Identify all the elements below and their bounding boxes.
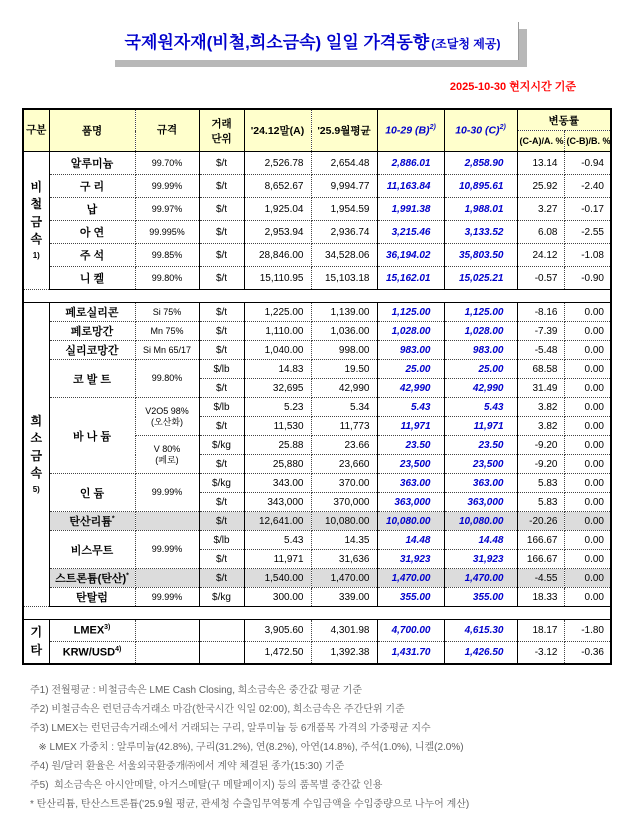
- table-cell: 99.80%: [135, 267, 199, 290]
- table-cell: 코 발 트: [49, 360, 135, 398]
- table-cell: 15,025.21: [444, 267, 517, 290]
- table-cell: 1,392.38: [311, 642, 377, 665]
- table-cell: 31,923: [377, 550, 444, 569]
- table-cell: 42,990: [311, 379, 377, 398]
- table-cell: 15,110.95: [244, 267, 311, 290]
- table-cell: 99.85%: [135, 244, 199, 267]
- table-cell: 983.00: [444, 341, 517, 360]
- table-cell: 23,500: [377, 455, 444, 474]
- table-row: [23, 588, 611, 607]
- header-row: [23, 109, 611, 131]
- table-cell: 363.00: [444, 474, 517, 493]
- table-cell: 2,526.78: [244, 152, 311, 175]
- table-cell: 355.00: [444, 588, 517, 607]
- table-cell: 4,615.30: [444, 620, 517, 642]
- table-cell: 998.00: [311, 341, 377, 360]
- table-cell: 25.00: [444, 360, 517, 379]
- table-cell: 31,923: [444, 550, 517, 569]
- table-cell: 0.00: [564, 493, 611, 512]
- table-cell: -0.36: [564, 642, 611, 665]
- table-row: [23, 152, 611, 175]
- table-cell: 99.97%: [135, 198, 199, 221]
- table-row: [23, 303, 611, 322]
- table-cell: 9,994.77: [311, 175, 377, 198]
- table-cell: 42,990: [444, 379, 517, 398]
- col-header-dec24: '24.12말(A): [244, 109, 311, 152]
- table-cell: 1,028.00: [444, 322, 517, 341]
- table-cell: 알루미늄: [49, 152, 135, 175]
- table-cell: 35,803.50: [444, 244, 517, 267]
- table-cell: 1,470.00: [444, 569, 517, 588]
- col-header-sep25avg: '25.9월평균: [311, 109, 377, 152]
- footnote-line: 주2) 비철금속은 런던금속거래소 마감(한국시간 익일 02:00), 희소금속은 주간단위 기준: [30, 704, 405, 715]
- table-cell: 0.00: [564, 341, 611, 360]
- table-cell: 24.12: [517, 244, 564, 267]
- table-cell: 5.43: [244, 531, 311, 550]
- table-row: [23, 512, 611, 531]
- table-cell: -8.16: [517, 303, 564, 322]
- table-cell: 0.00: [564, 550, 611, 569]
- table-cell: 11,971: [377, 417, 444, 436]
- table-cell: -0.94: [564, 152, 611, 175]
- table-cell: $/t: [199, 341, 244, 360]
- table-cell: 31,636: [311, 550, 377, 569]
- table-row: [23, 474, 611, 493]
- table-cell: 실리코망간: [49, 341, 135, 360]
- table-cell: 34,528.06: [311, 244, 377, 267]
- table-cell: 10,080.00: [444, 512, 517, 531]
- table-cell: 23,660: [311, 455, 377, 474]
- table-cell: 1,036.00: [311, 322, 377, 341]
- table-cell: 25,880: [244, 455, 311, 474]
- table-cell: -0.17: [564, 198, 611, 221]
- table-cell: 아 연: [49, 221, 135, 244]
- table-cell: 42,990: [377, 379, 444, 398]
- table-cell: -5.48: [517, 341, 564, 360]
- table-cell: $/kg: [199, 436, 244, 455]
- section-spacer: [23, 607, 611, 620]
- table-cell: 0.00: [564, 436, 611, 455]
- table-cell: 탄탈럼: [49, 588, 135, 607]
- table-cell: 3,215.46: [377, 221, 444, 244]
- table-cell: 1,988.01: [444, 198, 517, 221]
- table-cell: 68.58: [517, 360, 564, 379]
- table-cell: [135, 569, 199, 588]
- table-cell: 3,905.60: [244, 620, 311, 642]
- table-cell: 주 석: [49, 244, 135, 267]
- table-cell: 23.50: [444, 436, 517, 455]
- footnotes: [30, 681, 626, 814]
- table-cell: 5.83: [517, 474, 564, 493]
- table-cell: $/lb: [199, 360, 244, 379]
- table-cell: $/lb: [199, 398, 244, 417]
- table-cell: 1,225.00: [244, 303, 311, 322]
- table-cell: 15,162.01: [377, 267, 444, 290]
- table-cell: 인 듐: [49, 474, 135, 512]
- footnote-line: ※ LMEX 가중치 : 알루미늄(42.8%), 구리(31.2%), 연(8.2%), 아연(14.8%), 주석(1.0%), 니켈(2.0%): [30, 742, 464, 753]
- table-cell: 14.35: [311, 531, 377, 550]
- table-cell: $/lb: [199, 531, 244, 550]
- table-cell: 1,110.00: [244, 322, 311, 341]
- table-row: [23, 221, 611, 244]
- table-cell: -2.40: [564, 175, 611, 198]
- table-cell: 0.00: [564, 360, 611, 379]
- table-cell: 10,080.00: [311, 512, 377, 531]
- table-cell: 0.00: [564, 322, 611, 341]
- table-cell: 2,858.90: [444, 152, 517, 175]
- table-cell: -0.57: [517, 267, 564, 290]
- table-cell: 339.00: [311, 588, 377, 607]
- table-cell: 363,000: [444, 493, 517, 512]
- table-cell: -20.26: [517, 512, 564, 531]
- table-row: [23, 569, 611, 588]
- table-cell: 2,886.01: [377, 152, 444, 175]
- table-cell: 1,991.38: [377, 198, 444, 221]
- table-cell: 25.00: [377, 360, 444, 379]
- date-notice: 2025-10-30 현지시간 기준: [449, 81, 576, 93]
- table-cell: 스트론튬(탄산)*: [49, 569, 135, 588]
- table-cell: 14.83: [244, 360, 311, 379]
- table-cell: -3.12: [517, 642, 564, 665]
- table-cell: 3,133.52: [444, 221, 517, 244]
- table-cell: 5.23: [244, 398, 311, 417]
- table-cell: 비스무트: [49, 531, 135, 569]
- table-cell: 18.17: [517, 620, 564, 642]
- table-cell: $/t: [199, 550, 244, 569]
- table-cell: 166.67: [517, 550, 564, 569]
- table-cell: 0.00: [564, 455, 611, 474]
- table-cell: $/t: [199, 455, 244, 474]
- table-cell: 0.00: [564, 588, 611, 607]
- table-cell: $/t: [199, 417, 244, 436]
- footnote-line: 주3) LMEX는 런던금속거래소에서 거래되는 구리, 알루미늄 등 6개품목 가격의 가중평균 지수: [30, 723, 431, 734]
- col-header-product: 품명: [49, 109, 135, 152]
- table-cell: 니 켈: [49, 267, 135, 290]
- table-row: [23, 198, 611, 221]
- table-cell: $/t: [199, 379, 244, 398]
- table-cell: 355.00: [377, 588, 444, 607]
- table-cell: 1,139.00: [311, 303, 377, 322]
- table-cell: LMEX$^{3)}$: [49, 620, 135, 642]
- table-cell: 3.82: [517, 398, 564, 417]
- table-cell: 2,654.48: [311, 152, 377, 175]
- col-header-change-cb: (C-B)/B. %: [564, 131, 611, 152]
- table-cell: 25.92: [517, 175, 564, 198]
- table-cell: 납: [49, 198, 135, 221]
- table-cell: 1,125.00: [444, 303, 517, 322]
- table-cell: $/t: [199, 152, 244, 175]
- col-header-group: 구분: [23, 109, 49, 152]
- table-cell: $/t: [199, 569, 244, 588]
- table-cell: -2.55: [564, 221, 611, 244]
- footnote-line: 주1) 전월평균 : 비철금속은 LME Cash Closing, 희소금속은 중간값 평균 기준: [30, 685, 363, 696]
- table-cell: 1,472.50: [244, 642, 311, 665]
- table-cell: 15,103.18: [311, 267, 377, 290]
- section-label-nonferrous: 비 철 금 속 1): [23, 152, 49, 290]
- table-cell: Si Mn 65/17: [135, 341, 199, 360]
- table-cell: 페로실리콘: [49, 303, 135, 322]
- table-cell: 343,000: [244, 493, 311, 512]
- table-cell: $/t: [199, 493, 244, 512]
- table-cell: [199, 620, 244, 642]
- table-cell: 10,895.61: [444, 175, 517, 198]
- table-cell: 1,925.04: [244, 198, 311, 221]
- table-cell: 11,773: [311, 417, 377, 436]
- table-cell: V2O5 98% (오산화): [135, 398, 199, 436]
- table-cell: 3.82: [517, 417, 564, 436]
- table-cell: 23.66: [311, 436, 377, 455]
- footnote-line: 주5) 희소금속은 아시안메탈, 아거스메탈(구 메탈페이지) 등의 품목별 중간값 인용: [30, 780, 383, 791]
- table-cell: [135, 620, 199, 642]
- table-cell: 11,530: [244, 417, 311, 436]
- table-cell: -1.80: [564, 620, 611, 642]
- table-cell: 3.27: [517, 198, 564, 221]
- table-cell: KRW/USD$^{4)}$: [49, 642, 135, 665]
- table-cell: 983.00: [377, 341, 444, 360]
- table-cell: V 80% (페로): [135, 436, 199, 474]
- page-title-main: 국제원자재(비철,희소금속) 일일 가격동향: [124, 33, 430, 52]
- table-row: [23, 175, 611, 198]
- table-cell: -4.55: [517, 569, 564, 588]
- table-row: [23, 360, 611, 379]
- table-cell: 5.83: [517, 493, 564, 512]
- table-cell: 36,194.02: [377, 244, 444, 267]
- table-cell: 370,000: [311, 493, 377, 512]
- table-row: [23, 642, 611, 665]
- table-cell: 12,641.00: [244, 512, 311, 531]
- table-cell: 페로망간: [49, 322, 135, 341]
- table-cell: 1,954.59: [311, 198, 377, 221]
- table-cell: Si 75%: [135, 303, 199, 322]
- col-header-change-ca: (C-A)/A. %: [517, 131, 564, 152]
- table-cell: $/t: [199, 303, 244, 322]
- table-row: [23, 620, 611, 642]
- table-cell: 0.00: [564, 398, 611, 417]
- table-cell: 28,846.00: [244, 244, 311, 267]
- table-cell: 14.48: [377, 531, 444, 550]
- table-cell: 1,470.00: [311, 569, 377, 588]
- table-cell: 18.33: [517, 588, 564, 607]
- table-cell: 1,040.00: [244, 341, 311, 360]
- table-row: [23, 322, 611, 341]
- table-cell: $/t: [199, 267, 244, 290]
- table-cell: 0.00: [564, 379, 611, 398]
- table-cell: 14.48: [444, 531, 517, 550]
- table-cell: Mn 75%: [135, 322, 199, 341]
- table-cell: -7.39: [517, 322, 564, 341]
- table-row: [23, 244, 611, 267]
- table-cell: 4,301.98: [311, 620, 377, 642]
- table-cell: 0.00: [564, 512, 611, 531]
- table-cell: 99.99%: [135, 175, 199, 198]
- table-cell: 5.34: [311, 398, 377, 417]
- table-cell: 25.88: [244, 436, 311, 455]
- title-area: [0, 0, 626, 60]
- table-cell: $/t: [199, 221, 244, 244]
- table-cell: 31.49: [517, 379, 564, 398]
- table-cell: 99.99%: [135, 474, 199, 512]
- table-cell: 0.00: [564, 417, 611, 436]
- table-cell: 2,936.74: [311, 221, 377, 244]
- table-cell: $/t: [199, 244, 244, 267]
- table-cell: 5.43: [444, 398, 517, 417]
- col-header-1030: 10-30 $(C)^{2)}$: [444, 109, 517, 152]
- table-row: [23, 398, 611, 417]
- table-row: [23, 267, 611, 290]
- table-cell: 13.14: [517, 152, 564, 175]
- table-row: [23, 607, 611, 620]
- table-cell: $/kg: [199, 474, 244, 493]
- table-cell: 370.00: [311, 474, 377, 493]
- col-header-spec: 규격: [135, 109, 199, 152]
- table-cell: 1,540.00: [244, 569, 311, 588]
- table-cell: $/t: [199, 175, 244, 198]
- table-cell: 바 나 듐: [49, 398, 135, 474]
- table-cell: 8,652.67: [244, 175, 311, 198]
- col-header-1029: 10-29 $(B)^{2)}$: [377, 109, 444, 152]
- table-cell: 10,080.00: [377, 512, 444, 531]
- page-title-sub: (조달청 제공): [431, 37, 501, 51]
- table-cell: 32,695: [244, 379, 311, 398]
- table-cell: $/kg: [199, 588, 244, 607]
- table-cell: 1,028.00: [377, 322, 444, 341]
- table-cell: 1,426.50: [444, 642, 517, 665]
- table-cell: 23,500: [444, 455, 517, 474]
- footnote-line: 주4) 원/달러 환율은 서울외국환중개㈜에서 계약 체결된 종가(15:30) 기준: [30, 761, 345, 772]
- section-label-rare: 희 소 금 속 5): [23, 303, 49, 607]
- table-cell: 11,971: [444, 417, 517, 436]
- table-cell: 166.67: [517, 531, 564, 550]
- table-cell: 11,163.84: [377, 175, 444, 198]
- table-cell: 2,953.94: [244, 221, 311, 244]
- table-cell: 1,125.00: [377, 303, 444, 322]
- table-cell: 23.50: [377, 436, 444, 455]
- footnote-line: * 탄산리튬, 탄산스트론튬('25.9월 평균, 관세청 수출입무역통계 수입금액을 수입중량으로 나누어 계산): [30, 799, 470, 810]
- table-cell: 5.43: [377, 398, 444, 417]
- table-cell: -0.90: [564, 267, 611, 290]
- table-cell: $/t: [199, 512, 244, 531]
- table-row: [23, 341, 611, 360]
- table-cell: 탄산리튬*: [49, 512, 135, 531]
- table-row: [23, 531, 611, 550]
- table-cell: 300.00: [244, 588, 311, 607]
- table-cell: 0.00: [564, 303, 611, 322]
- table-cell: [135, 512, 199, 531]
- table-cell: 0.00: [564, 531, 611, 550]
- table-cell: 363.00: [377, 474, 444, 493]
- table-cell: 99.995%: [135, 221, 199, 244]
- section-spacer: [23, 290, 611, 303]
- table-cell: -9.20: [517, 455, 564, 474]
- table-cell: 1,470.00: [377, 569, 444, 588]
- page-title: [107, 22, 520, 60]
- col-header-change: 변동률: [517, 109, 611, 131]
- col-header-unit: 거래 단위: [199, 109, 244, 152]
- table-cell: 343.00: [244, 474, 311, 493]
- table-cell: 363,000: [377, 493, 444, 512]
- table-cell: 6.08: [517, 221, 564, 244]
- table-cell: $/t: [199, 198, 244, 221]
- table-cell: 99.70%: [135, 152, 199, 175]
- table-cell: 구 리: [49, 175, 135, 198]
- table-cell: 99.99%: [135, 531, 199, 569]
- table-cell: 0.00: [564, 474, 611, 493]
- section-label-etc: 기 타: [23, 620, 49, 665]
- table-cell: 99.99%: [135, 588, 199, 607]
- table-cell: -1.08: [564, 244, 611, 267]
- table-row: [23, 290, 611, 303]
- table-cell: 19.50: [311, 360, 377, 379]
- table-cell: 99.80%: [135, 360, 199, 398]
- table-cell: [135, 642, 199, 665]
- table-cell: 11,971: [244, 550, 311, 569]
- table-cell: [199, 642, 244, 665]
- table-cell: 1,431.70: [377, 642, 444, 665]
- table-cell: 4,700.00: [377, 620, 444, 642]
- table-cell: 0.00: [564, 569, 611, 588]
- table-cell: $/t: [199, 322, 244, 341]
- table-cell: -9.20: [517, 436, 564, 455]
- price-table: [22, 108, 612, 665]
